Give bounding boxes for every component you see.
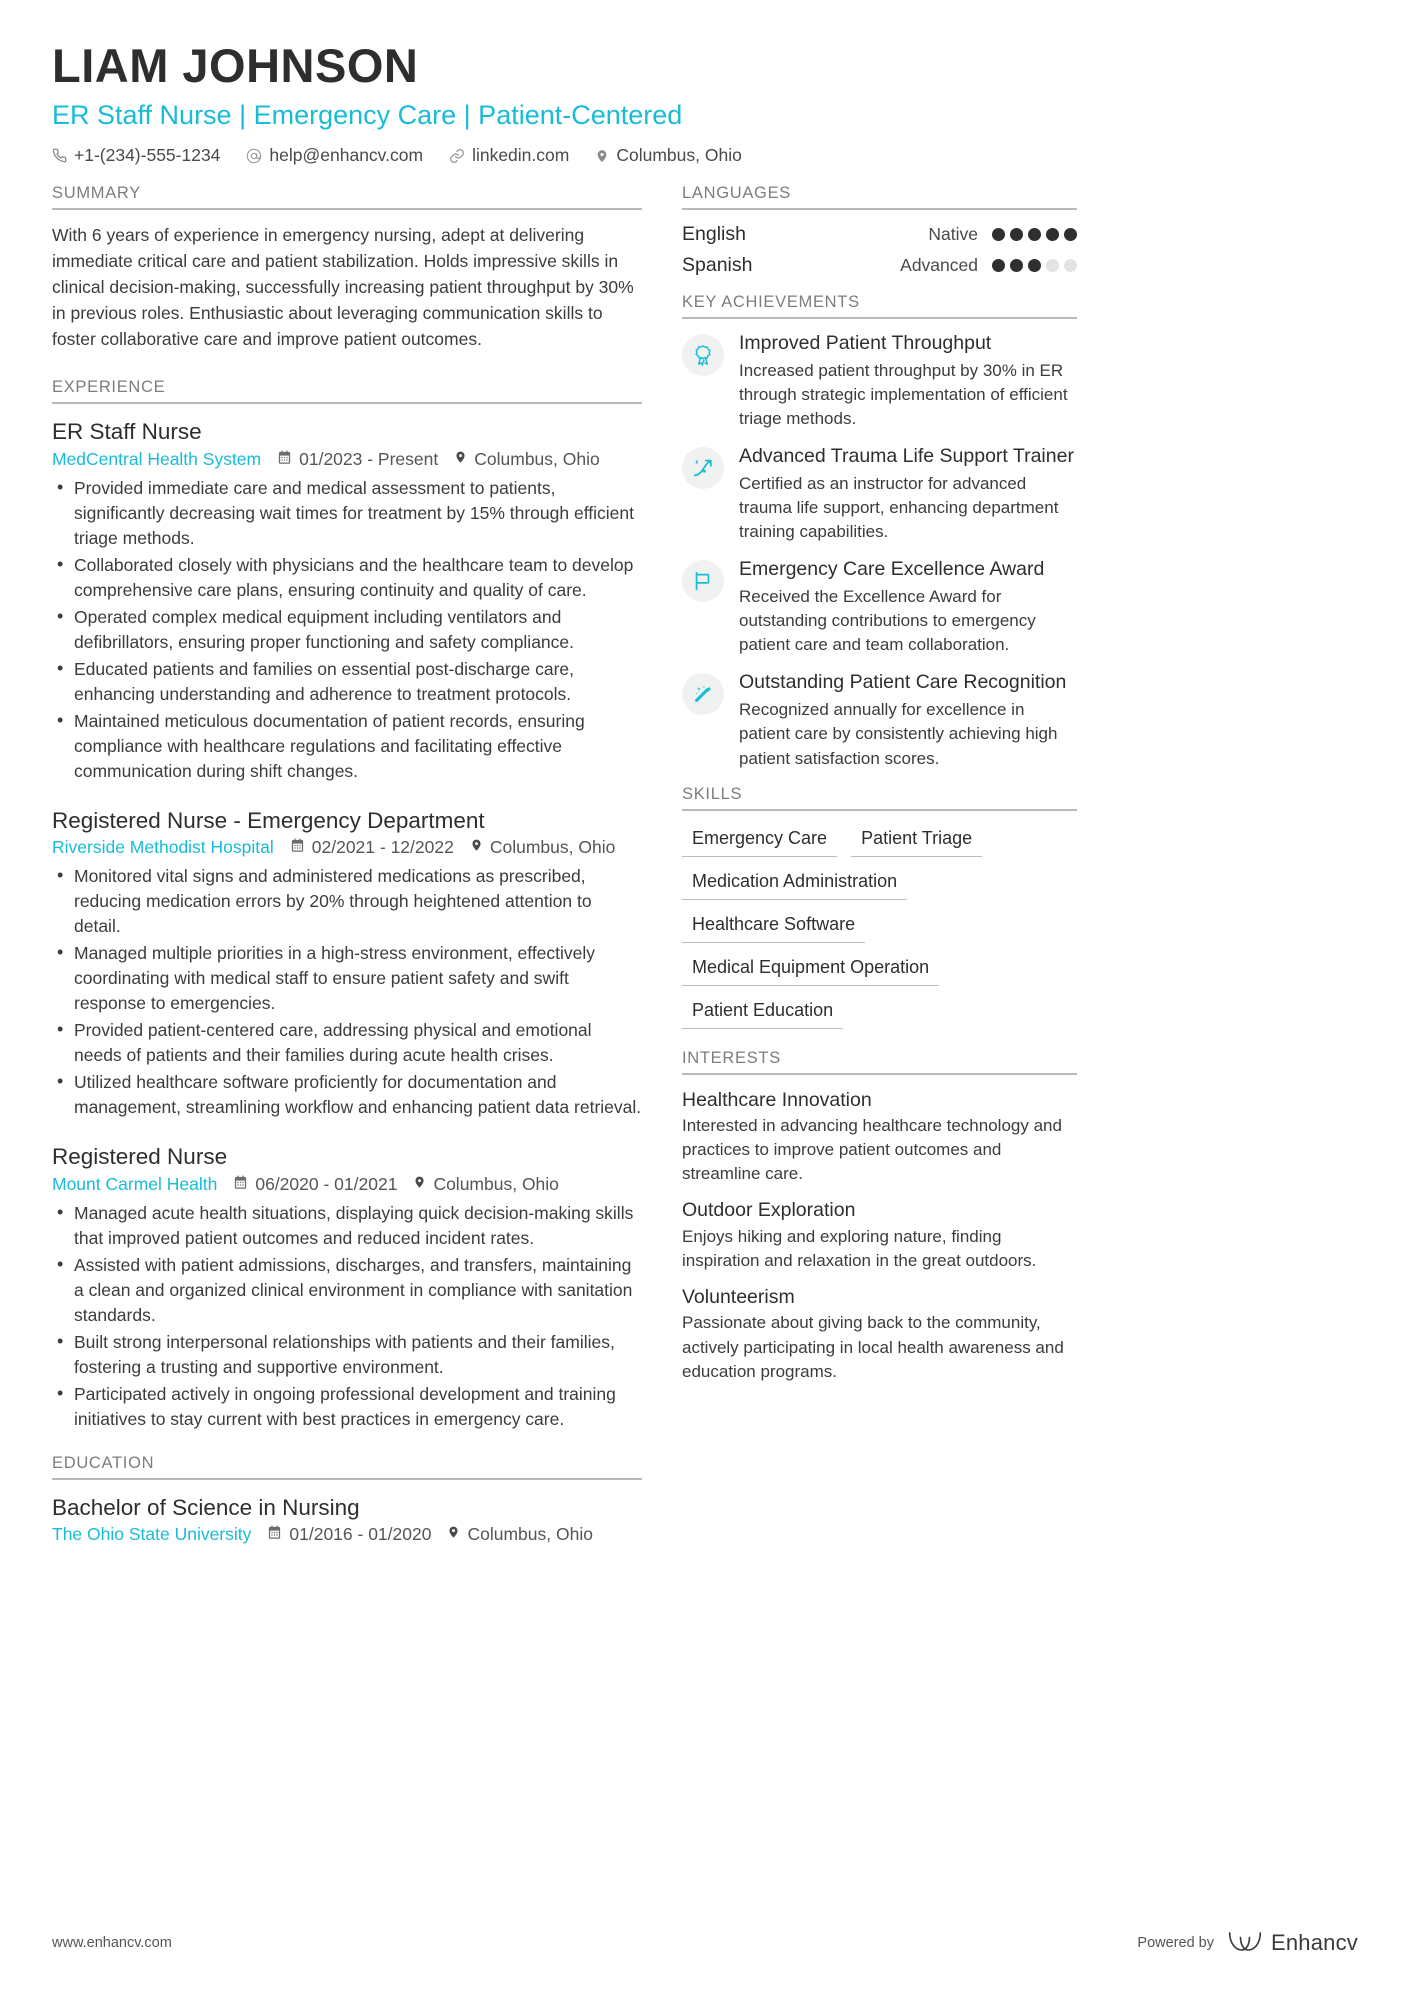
contact-phone[interactable]	[52, 145, 220, 166]
achievement-desc: Increased patient throughput by 30% in ER through strategic implementation of efficient triage methods.	[739, 360, 1068, 429]
contact-email-text: help@enhancv.com	[269, 145, 424, 166]
proficiency-dot	[992, 228, 1005, 241]
company-name[interactable]: MedCentral Health System	[52, 448, 262, 469]
section-summary	[52, 184, 642, 352]
contact-bar	[52, 145, 1358, 166]
contact-link-text: linkedin.com	[472, 145, 570, 166]
job-dates	[277, 449, 438, 470]
job-meta	[52, 1174, 642, 1195]
interest-desc: Passionate about giving back to the community, actively participating in local health awareness and education programs.	[682, 1313, 1064, 1381]
job-bullets	[52, 1201, 642, 1432]
interests-heading: INTERESTS	[682, 1048, 781, 1067]
experience-entry	[52, 1142, 642, 1431]
interests-divider	[682, 1073, 1077, 1075]
section-skills	[682, 785, 1077, 1039]
job-title: Registered Nurse	[52, 1144, 228, 1170]
contact-link[interactable]	[449, 145, 569, 166]
experience-entry	[52, 806, 642, 1120]
experience-entry	[52, 417, 642, 783]
enhancv-mark-icon	[1227, 1929, 1263, 1957]
education-meta	[52, 1524, 642, 1545]
summary-heading: SUMMARY	[52, 184, 141, 203]
interest-item	[682, 1088, 1077, 1187]
language-row	[682, 254, 1077, 277]
enhancv-logo	[1227, 1929, 1358, 1957]
achievement-body	[739, 671, 1077, 770]
section-education	[52, 1454, 642, 1545]
job-title: ER Staff Nurse	[52, 419, 202, 445]
contact-location-text: Columbus, Ohio	[616, 145, 742, 166]
calendar-icon	[290, 837, 305, 858]
language-proficiency	[900, 255, 1077, 276]
resume-body	[52, 184, 1358, 1555]
contact-phone-text: +1-(234)-555-1234	[74, 145, 221, 166]
company-name[interactable]: Riverside Methodist Hospital	[52, 837, 274, 858]
experience-bullet: • Monitored vital signs and administered medications as prescribed, reducing medication errors by 20% through heightened attention to detail.	[52, 864, 642, 939]
skills-divider	[682, 809, 1077, 811]
trajectory-arrow-icon	[682, 447, 724, 489]
achievement-desc: Certified as an instructor for advanced trauma life support, enhancing department training capabilities.	[739, 473, 1059, 542]
location-pin-icon	[454, 449, 467, 470]
experience-bullet: • Provided immediate care and medical assessment to patients, significantly decreasing wait times for treatment by 15% through efficient triage methods.	[52, 476, 642, 551]
award-ribbon-icon	[682, 334, 724, 376]
experience-bullet: • Provided patient-centered care, addressing physical and emotional needs of patients and their families during acute health crises.	[52, 1018, 642, 1068]
achievement-item	[682, 445, 1077, 544]
location-pin-icon	[595, 148, 609, 164]
skills-list	[682, 824, 1077, 1039]
proficiency-dot	[1046, 228, 1059, 241]
candidate-name: LIAM JOHNSON	[52, 39, 419, 92]
proficiency-dot	[1064, 228, 1077, 241]
interest-item	[682, 1285, 1077, 1384]
section-experience	[52, 378, 642, 1431]
job-location	[413, 1174, 558, 1195]
experience-bullet: • Participated actively in ongoing professional development and training initiatives to stay current with best practices in emergency care.	[52, 1382, 642, 1432]
proficiency-dot	[1028, 259, 1041, 272]
experience-bullet: • Maintained meticulous documentation of patient records, ensuring compliance with healthcare regulations and facilitating effective communication during shift changes.	[52, 709, 642, 784]
interest-title: Outdoor Exploration	[682, 1199, 856, 1222]
skills-heading: SKILLS	[682, 784, 743, 803]
candidate-headline: ER Staff Nurse | Emergency Care | Patient-Centered	[52, 99, 683, 130]
interest-title: Healthcare Innovation	[682, 1088, 872, 1111]
skill-tag: Patient Triage	[851, 824, 982, 857]
job-title: Registered Nurse - Emergency Department	[52, 807, 485, 833]
resume-header	[52, 40, 1358, 166]
skill-tag: Patient Education	[682, 996, 843, 1029]
proficiency-dots	[992, 228, 1077, 241]
languages-heading: LANGUAGES	[682, 184, 791, 203]
contact-location	[595, 145, 741, 166]
skill-tag: Medical Equipment Operation	[682, 953, 939, 986]
job-bullets	[52, 476, 642, 784]
page-footer	[52, 1929, 1358, 1957]
degree-title: Bachelor of Science in Nursing	[52, 1494, 360, 1520]
skill-tag: Emergency Care	[682, 824, 837, 857]
experience-bullet: • Managed acute health situations, displaying quick decision-making skills that improved patient outcomes and reduced incident rates.	[52, 1201, 642, 1251]
job-dates-text: 06/2020 - 01/2021	[255, 1173, 398, 1194]
achievement-item	[682, 558, 1077, 657]
calendar-icon	[267, 1524, 282, 1545]
language-proficiency	[928, 224, 1077, 245]
phone-icon	[52, 148, 67, 163]
location-pin-icon	[447, 1524, 460, 1545]
experience-bullet: • Collaborated closely with physicians and the healthcare team to develop comprehensive care plans, ensuring continuity and quality of care.	[52, 553, 642, 603]
language-name: English	[682, 223, 746, 246]
proficiency-dot	[1010, 259, 1023, 272]
proficiency-dot	[992, 259, 1005, 272]
job-location	[470, 837, 615, 858]
proficiency-dot	[1028, 228, 1041, 241]
experience-bullet: • Built strong interpersonal relationships with patients and their families, fostering a trusting and supportive environment.	[52, 1330, 642, 1380]
achievement-body	[739, 558, 1077, 657]
interests-list	[682, 1088, 1077, 1384]
achievement-body	[739, 445, 1077, 544]
education-dates-text: 01/2016 - 01/2020	[289, 1523, 432, 1544]
footer-website[interactable]: www.enhancv.com	[52, 1935, 172, 1951]
skill-tag: Healthcare Software	[682, 910, 865, 943]
languages-divider	[682, 208, 1077, 210]
achievements-divider	[682, 317, 1077, 319]
school-name[interactable]: The Ohio State University	[52, 1523, 252, 1544]
powered-by-label: Powered by	[1137, 1935, 1214, 1951]
job-location	[454, 449, 599, 470]
education-location	[447, 1524, 592, 1545]
achievement-desc: Received the Excellence Award for outstanding contributions to emergency patient care and team collaboration.	[739, 587, 1036, 655]
experience-divider	[52, 402, 642, 404]
location-pin-icon	[470, 837, 483, 858]
education-dates	[267, 1524, 431, 1545]
language-name: Spanish	[682, 254, 753, 277]
education-entry	[52, 1493, 642, 1545]
proficiency-dot	[1010, 228, 1023, 241]
achievement-desc: Recognized annually for excellence in patient care by consistently achieving high patient satisfaction scores.	[739, 700, 1058, 768]
company-name[interactable]: Mount Carmel Health	[52, 1173, 218, 1194]
section-interests	[682, 1049, 1077, 1384]
proficiency-dot	[1064, 259, 1077, 272]
experience-bullet: • Operated complex medical equipment including ventilators and defibrillators, ensuring proper functioning and safety compliance.	[52, 605, 642, 655]
education-divider	[52, 1478, 642, 1480]
job-location-text: Columbus, Ohio	[433, 1173, 559, 1194]
proficiency-dot	[1046, 259, 1059, 272]
calendar-icon	[277, 449, 292, 470]
link-icon	[449, 148, 465, 164]
enhancv-wordmark: Enhancv	[1270, 1930, 1358, 1955]
education-location-text: Columbus, Ohio	[467, 1523, 593, 1544]
skill-tag: Medication Administration	[682, 867, 907, 900]
experience-bullet: • Utilized healthcare software proficiently for documentation and management, streamlining workflow and enhancing patient data retrieval.	[52, 1070, 642, 1120]
proficiency-dots	[992, 259, 1077, 272]
footer-branding	[1137, 1929, 1358, 1957]
language-level: Native	[928, 224, 978, 245]
job-bullets	[52, 864, 642, 1120]
achievements-list	[682, 332, 1077, 771]
job-meta	[52, 837, 642, 858]
interest-desc: Enjoys hiking and exploring nature, finding inspiration and relaxation in the great outdoors.	[682, 1226, 1037, 1270]
job-dates	[233, 1174, 397, 1195]
job-dates	[290, 837, 454, 858]
achievement-title: Emergency Care Excellence Award	[739, 558, 1045, 581]
languages-list	[682, 223, 1077, 277]
education-list	[52, 1493, 642, 1545]
achievement-body	[739, 332, 1077, 431]
job-dates-text: 01/2023 - Present	[299, 448, 439, 469]
magic-wand-icon	[682, 673, 724, 715]
calendar-icon	[233, 1174, 248, 1195]
section-languages	[682, 184, 1077, 277]
flag-icon	[682, 560, 724, 602]
achievement-title: Improved Patient Throughput	[739, 332, 992, 355]
job-meta	[52, 449, 642, 470]
email-icon	[246, 148, 262, 164]
achievements-heading: KEY ACHIEVEMENTS	[682, 293, 860, 312]
experience-list	[52, 417, 642, 1431]
education-heading: EDUCATION	[52, 1453, 155, 1472]
experience-bullet: • Managed multiple priorities in a high-stress environment, effectively coordinating with medical staff to ensure patient safety and swift response to emergencies.	[52, 941, 642, 1016]
location-pin-icon	[413, 1174, 426, 1195]
section-achievements	[682, 293, 1077, 771]
interest-title: Volunteerism	[682, 1286, 795, 1309]
right-column	[682, 184, 1077, 1396]
job-location-text: Columbus, Ohio	[489, 837, 616, 858]
achievement-item	[682, 671, 1077, 770]
summary-divider	[52, 208, 642, 210]
experience-heading: EXPERIENCE	[52, 378, 166, 397]
left-column	[52, 184, 642, 1555]
experience-bullet: • Educated patients and families on essential post-discharge care, enhancing understanding and adherence to treatment protocols.	[52, 657, 642, 707]
achievement-title: Outstanding Patient Care Recognition	[739, 671, 1067, 694]
contact-email[interactable]	[246, 145, 423, 166]
achievement-title: Advanced Trauma Life Support Trainer	[739, 445, 1074, 468]
summary-text: With 6 years of experience in emergency nursing, adept at delivering immediate critical care and patient stabilization. Holds impressive skills in clinical decision-making, successfully increasing patient throughput by 30% in previous roles. Enthusiastic about leveraging communication skills to foster collaborative care and improve patient outcomes.	[52, 225, 634, 349]
job-dates-text: 02/2021 - 12/2022	[311, 837, 454, 858]
language-row	[682, 223, 1077, 246]
interest-desc: Interested in advancing healthcare technology and practices to improve patient outcomes and streamline care.	[682, 1116, 1062, 1184]
interest-item	[682, 1198, 1077, 1273]
language-level: Advanced	[900, 255, 978, 276]
experience-bullet: • Assisted with patient admissions, discharges, and transfers, maintaining a clean and organized clinical environment in compliance with sanitation standards.	[52, 1253, 642, 1328]
achievement-item	[682, 332, 1077, 431]
job-location-text: Columbus, Ohio	[474, 448, 600, 469]
